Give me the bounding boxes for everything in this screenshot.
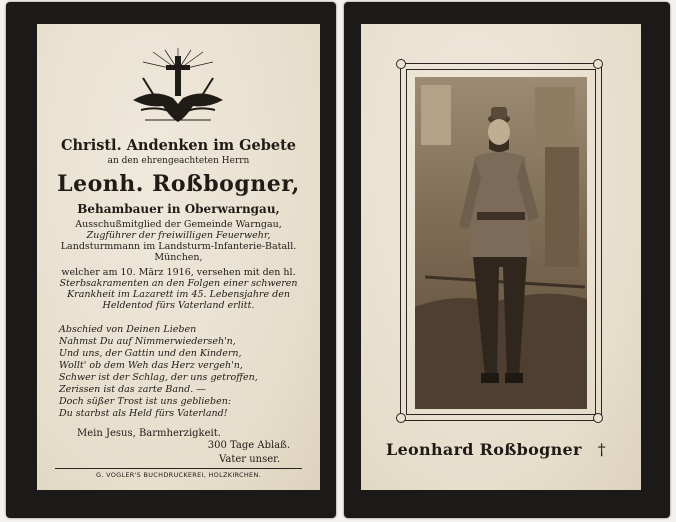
frame-corner-ornament: [396, 413, 406, 423]
soldier-photo: [415, 77, 587, 409]
poem-line: Abschied von Deinen Lieben: [59, 324, 197, 335]
poem-line: Zerissen ist das zarte Band. —: [59, 384, 206, 395]
poem-line: Und uns, der Gattin und den Kindern,: [59, 348, 242, 359]
title-line: Zugführer der freiwilligen Feuerwehr,: [86, 230, 271, 241]
notice-line: welcher am 10. März 1916, versehen mit den hl.: [61, 267, 296, 278]
caption-name: Leonhard Roßbogner: [386, 440, 582, 459]
notice-line: Sterbsakramenten an den Folgen einer schweren: [59, 278, 298, 289]
divider: [55, 468, 302, 469]
subheading: an den ehrengeachteten Herrn: [107, 156, 250, 166]
title-line: Ausschußmitglied der Gemeinde Warngau,: [75, 219, 282, 230]
photo-caption: [351, 440, 641, 459]
poem-line: Wollt' ob dem Weh das Herz vergeh'n,: [59, 360, 243, 371]
poem-line: Schwer ist der Schlag, der uns getroffen,: [59, 372, 258, 383]
card-paper-right: [361, 24, 641, 490]
frame-corner-ornament: [593, 59, 603, 69]
prayer-line: Vater unser.: [219, 454, 280, 465]
soldier-photo-image: [415, 77, 587, 409]
memorial-card-right: [344, 2, 670, 518]
poem-line: Doch süßer Trost ist uns geblieben:: [59, 396, 232, 407]
indulgence-line: 300 Tage Ablaß.: [207, 440, 290, 451]
memorial-card-left: [6, 2, 336, 518]
heading: Christl. Andenken im Gebete: [60, 137, 297, 154]
frame-corner-ornament: [396, 59, 406, 69]
title-line: Landsturmmann im Landsturm-Infanterie-Batall.: [60, 241, 297, 252]
deceased-name: Leonh. Roßbogner,: [57, 171, 300, 197]
notice-line: Krankheit im Lazarett im 45. Lebensjahre den: [67, 289, 290, 300]
printer-credit: G. VOGLER'S BUCHDRUCKEREI, HOLZKIRCHEN.: [96, 471, 261, 479]
poem-line: Du starbst als Held fürs Vaterland!: [59, 408, 228, 419]
occupation: Behambauer in Oberwarngau,: [77, 202, 280, 216]
cross-icon: †: [597, 440, 606, 459]
cross-emblem-icon: [123, 48, 233, 128]
frame-corner-ornament: [593, 413, 603, 423]
prayer-line: Mein Jesus, Barmherzigkeit.: [77, 428, 221, 439]
title-line: München,: [154, 252, 203, 263]
notice-line: Heldentod fürs Vaterland erlitt.: [102, 300, 255, 311]
card-paper-left: [37, 24, 320, 490]
poem-line: Nahmst Du auf Nimmerwiederseh'n,: [59, 336, 236, 347]
